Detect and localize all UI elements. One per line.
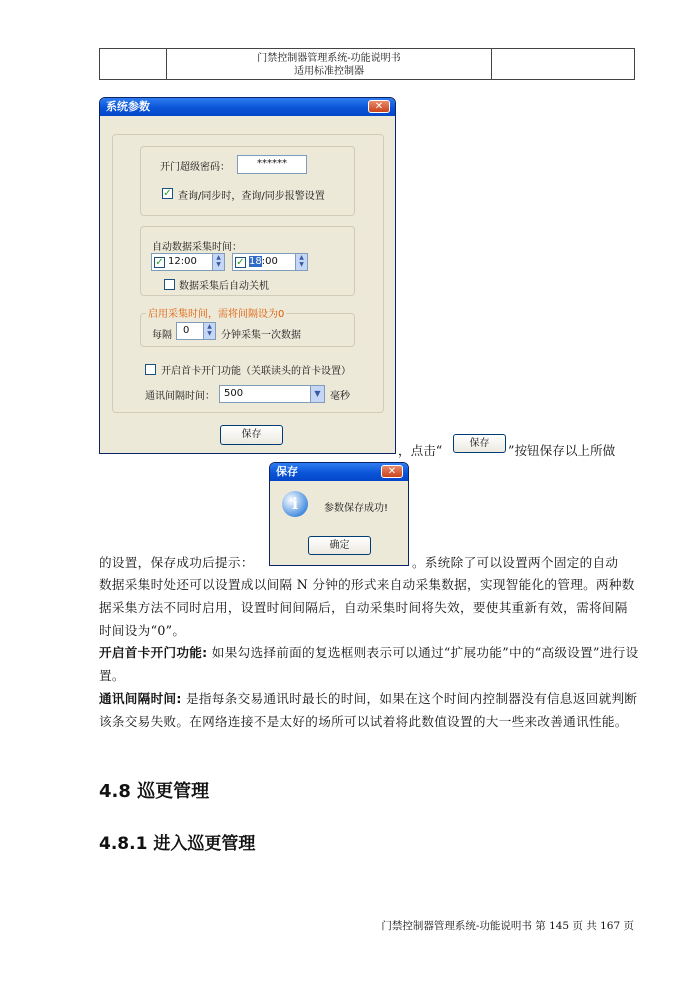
comm-interval-term: 通讯间隔时间: — [99, 691, 182, 706]
first-card-desc: 如果勾选择前面的复选框则表示可以通过“扩展功能”中的“高级设置”进行设置。 — [99, 645, 639, 683]
line-a-tail: 。系统除了可以设置两个固定的自动 — [412, 555, 619, 570]
save-button[interactable]: 保存 — [220, 425, 283, 445]
collect-time-1-checkbox[interactable]: ✓ — [155, 257, 164, 268]
spinner-icon[interactable]: ▲ ▼ — [212, 254, 224, 270]
query-sync-checkbox[interactable]: ✓ — [163, 188, 172, 199]
after-button-text: ”按钮保存以上所做 — [508, 443, 616, 458]
spinner-icon[interactable]: ▲ ▼ — [203, 323, 215, 339]
header-title: 门禁控制器管理系统-功能说明书 — [257, 53, 401, 64]
section-heading: 4.8 巡更管理 — [99, 781, 210, 802]
every-suffix: 分钟采集一次数据 — [221, 330, 301, 341]
close-icon[interactable]: ✕ — [381, 465, 403, 478]
spinner-icon[interactable]: ▲ ▼ — [295, 254, 307, 270]
interval-warning: 启用采集时间，需将间隔设为0 — [146, 305, 286, 320]
interval-input[interactable] — [176, 322, 216, 340]
password-group — [140, 146, 355, 216]
first-card-checkbox[interactable] — [145, 364, 156, 375]
first-card-term: 开启首卡开门功能: — [99, 645, 208, 660]
para-collect-modes: 数据采集时处还可以设置成以间隔 N 分钟的形式来自动采集数据，实现智能化的管理。两种数据采集方法不同时启用，设置时间间隔后，自动采集时间将失效，要使其重新有效，需将间隔时间设为“0”。 — [99, 577, 635, 638]
comm-interval-unit: 毫秒 — [330, 391, 350, 402]
auto-shutdown-checkbox[interactable] — [164, 279, 175, 290]
collect-time-1-value: 12:00 — [168, 256, 197, 267]
chevron-down-icon[interactable]: ▼ — [310, 386, 324, 402]
close-icon[interactable]: ✕ — [368, 100, 390, 113]
page-header — [99, 48, 635, 80]
super-password-label: 开门超级密码： — [160, 162, 230, 173]
super-password-input[interactable]: ****** — [237, 155, 307, 174]
click-text: ，点击“ — [398, 443, 443, 458]
collect-time-2-rest: :00 — [261, 256, 278, 267]
save-message-window — [269, 462, 409, 566]
params-title-bar — [100, 98, 395, 116]
interval-value: 0 — [183, 325, 190, 336]
header-subtitle: 适用标准控制器 — [294, 66, 364, 77]
page-footer: 门禁控制器管理系统-功能说明书 第 145 页 共 167 页 — [381, 920, 634, 932]
para-first-card — [99, 641, 639, 687]
query-sync-label: 查询/同步时，查询/同步报警设置 — [178, 191, 325, 202]
system-params-window — [99, 97, 396, 454]
info-icon: i — [282, 491, 308, 517]
params-window-title: 系统参数 — [106, 100, 150, 113]
every-label: 每隔 — [152, 330, 172, 341]
msg-window-title: 保存 — [276, 465, 298, 478]
header-left-cell — [100, 49, 167, 79]
header-right-cell — [491, 49, 634, 79]
msg-title-bar — [270, 463, 408, 481]
comm-interval-label: 通讯间隔时间： — [145, 391, 215, 402]
comm-interval-select[interactable] — [219, 385, 325, 403]
first-card-label: 开启首卡开门功能（关联读头的首卡设置） — [161, 366, 351, 377]
save-success-message: 参数保存成功! — [324, 503, 389, 514]
subsection-heading: 4.8.1 进入巡更管理 — [99, 834, 256, 854]
collect-time-2-checkbox[interactable]: ✓ — [236, 257, 245, 268]
auto-collect-group — [140, 226, 355, 296]
comm-interval-value: 500 — [224, 388, 244, 399]
para-comm-interval — [99, 687, 639, 733]
auto-collect-label: 自动数据采集时间： — [152, 242, 242, 253]
line-a-lead: 的设置，保存成功后提示： — [99, 555, 254, 570]
ok-button[interactable]: 确定 — [308, 536, 371, 555]
auto-shutdown-label: 数据采集后自动关机 — [179, 281, 269, 292]
collect-time-2-selected: 18 — [249, 256, 262, 267]
inline-save-button[interactable]: 保存 — [453, 434, 506, 453]
comm-interval-desc: 是指每条交易通讯时最长的时间，如果在这个时间内控制器没有信息返回就判断该条交易失败。在网络连接不是太好的场所可以试着将此数值设置的大一些来改善通讯性能。 — [99, 691, 638, 729]
